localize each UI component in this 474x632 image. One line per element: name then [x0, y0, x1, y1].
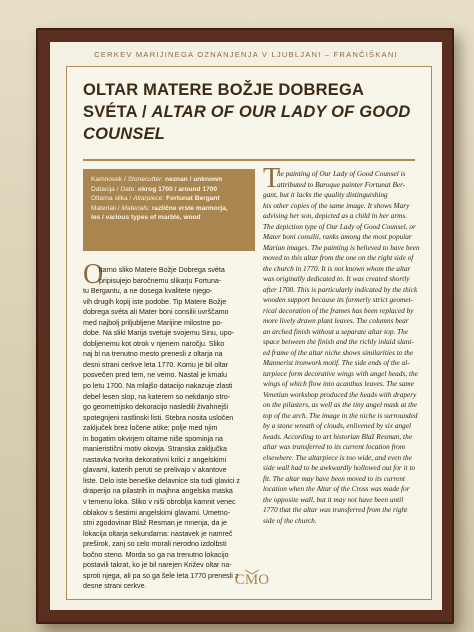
text-line: attributed to Baroque painter Fortunat Ber- [277, 179, 406, 189]
text-line: Mannerist ironwork motif. The side ends of the al- [263, 358, 410, 367]
text-line: stni zgodovinar Blaž Resman je mnenja, da je [83, 519, 227, 528]
text-line: fit. The altar may have been moved to its current [263, 473, 405, 483]
text-line: moved to this altar from the one on the right side of [263, 253, 414, 262]
text-line: debel lesen slop, na katerem so nekdanjo stro- [83, 392, 231, 401]
church-header: CERKEV MARIJINEGA OZNANJENJA V LJUBLJANI – FRANČIŠKANI [94, 50, 398, 59]
text-line: tarpiece form decorative wings with angel heads, the [263, 368, 418, 378]
text-line: wings of which flow into acanthus leaves. The same [263, 379, 414, 388]
text-line: side wall had to be awkwardly hollowed out for it to [263, 463, 416, 472]
text-line: by a stone wreath of clouds, enlivened by six angel [263, 421, 412, 430]
metadata-box [83, 169, 255, 251]
text-line: Mater boni consilii, ranks among the most popular [263, 232, 412, 241]
right-dropcap: T [263, 163, 281, 194]
text-line: after 1700. This is particularly indicated by the thick [263, 284, 418, 294]
text-line: med najbolj priljubljene Marijine milostne po- [83, 318, 223, 327]
text-line: bočno steno. Morda so ga na trenutno lokacijo [83, 550, 229, 559]
text-line: go geometrijsko dekoracijo nasledili živahnejši [83, 403, 229, 412]
slovene-text [83, 259, 255, 592]
text-line: po letu 1700. Na mlajšo datacijo nakazuje zlasti [83, 382, 233, 391]
text-line: heads. According to art historian Blaž Resman, the [263, 431, 412, 441]
text-line: gant, but it lacks the quality distinguishing [263, 190, 388, 199]
text-line: preširok, zanj so celo morali nerodno izdolbsti [83, 540, 227, 549]
text-line: desni strani cerkve leta 1770. Komu je bil oltar [83, 360, 229, 369]
text-line: side of the church. [263, 515, 317, 525]
text-line: dobljenemu kot otrok v njenem naročju. Sliko [83, 339, 225, 348]
text-line: on the pilasters, as well as the tiny angel mask at the [263, 400, 418, 409]
meta-materials: Materiali / Materials: različne vrste marmorja, [91, 204, 228, 212]
text-line: glavami, katerih peruti se prelivajo v akantove [83, 466, 227, 475]
text-line: ltarno sliko Matere Božje Dobrega svéta [99, 266, 225, 274]
meta-altarpiece: Oltarna slika / Altarpiece: Fortunat Bergant [91, 195, 220, 203]
text-line: he painting of Our Lady of Good Counsel is [277, 169, 406, 178]
text-line: altar was transferred to its current location from [263, 442, 406, 451]
text-line: postavili takrat, ko je bil narejen Križev oltar na- [83, 561, 232, 570]
text-line: zaključek brez ločene atike; polje med njim [83, 424, 218, 433]
text-line: naj bi na trenutno mesto prenesli z oltarja na [83, 350, 223, 359]
text-line: in bogatim okvirjem oltarne niše spominja na [83, 434, 223, 443]
title-line-3: COUNSEL [83, 125, 166, 143]
text-line: manieristični motiv okovja. Stranska zaključka [83, 445, 227, 454]
text-line: spotegnjeni rastlinski listi. Stebra nosita usločen [83, 413, 234, 422]
text-line: an arched finish without a separate altar top. The [263, 326, 409, 336]
meta-materials-cont: les / various types of marble, wood [91, 214, 201, 222]
text-line: desne strani cerkve. [83, 582, 147, 591]
text-line: 1770 that the altar was transferred from the right [263, 505, 408, 514]
text-line: location when the Altar of the Cross was made for [263, 484, 410, 493]
panel-title [83, 79, 415, 145]
title-line-1: OLTAR MATERE BOŽJE DOBREGA [83, 81, 365, 99]
text-line: vih drugih kopij iste podobe. Tip Matere Božje [83, 297, 227, 306]
text-line: Venetian workshop produced the heads with drapery [263, 389, 417, 399]
left-dropcap: O [83, 259, 104, 290]
text-line: pripisujejo baročnemu slikarju Fortuna- [99, 276, 222, 285]
text-line: lokacija oltarja sekundarna: nastavek je namreč [83, 529, 233, 538]
english-text [263, 163, 447, 526]
text-line: elsewhere. The altarpiece is too wide, and even the [263, 452, 412, 462]
text-line: draperijo na pilastrih in majhna angelska maska [83, 487, 233, 496]
text-line: rical decoration of the frames has been replaced by [263, 305, 414, 315]
picture-frame [36, 28, 454, 624]
text-line: dobe. Na sliki Marija svetuje svojemu Sinu, upo- [83, 329, 235, 338]
text-line: The depiction type of Our Lady of Good Counsel, or [263, 221, 416, 231]
text-line: the church in 1770. It is not known whom the altar [263, 263, 411, 273]
text-line: v temenu loka. Sliko v niši obroblja kamnit venec [83, 498, 236, 507]
meta-stonecutter: Kamnosek / Stonecutter: neznan / unknown [91, 176, 223, 183]
text-line: space between the finish and the richly inlaid slant- [263, 337, 414, 346]
text-line: advising her son, depicted as a child in her arms. [263, 211, 408, 220]
text-line: posvečen pred tem, ne vemo. Nastal je kmalu [83, 371, 227, 380]
text-line: top of the arch. The image in the niche is surrounded [263, 410, 418, 420]
text-line: wooden support because its formerly strict geomet- [263, 295, 413, 304]
logo-text: CMO [234, 572, 270, 588]
title-divider [83, 159, 415, 161]
text-line: sproti njega, ali pa so ga šele leta 1770 prenesli z [83, 571, 239, 580]
text-line: nastavka tvorita dekorativni krilci z angelskimi [83, 455, 227, 464]
meta-date: Datacija / Date: okrog 1700 / around 1700 [91, 185, 218, 193]
information-panel [50, 42, 442, 610]
text-line: his other copies of the same image. It shows Mary [263, 200, 410, 210]
text-line: dobrega svéta ali Mater boni consilii uvrščamo [83, 308, 229, 317]
text-line: oblakov s šestimi angelskimi glavami. Umetno- [83, 508, 231, 517]
cmo-logo [227, 567, 277, 589]
text-line: the opposite wall, but it may not have been until [263, 494, 404, 504]
text-line: tu Bergantu, a ne dosega kvalitete njego- [83, 287, 213, 296]
text-line: liste. Delo iste beneške delavnice sta tudi glavici z [83, 476, 240, 485]
text-line: more lively drawn plant leaves. The columns bear [263, 316, 409, 325]
title-line-2: SVÉTA / ALTAR OF OUR LADY OF GOOD [83, 103, 411, 121]
text-line: Marian images. The painting is believed to have been [263, 242, 420, 252]
text-line: was originally dedicated to. It was created shortly [263, 274, 410, 283]
text-panel [66, 66, 432, 600]
text-line: ed frame of the altar niche shows similarities to the [263, 347, 414, 357]
